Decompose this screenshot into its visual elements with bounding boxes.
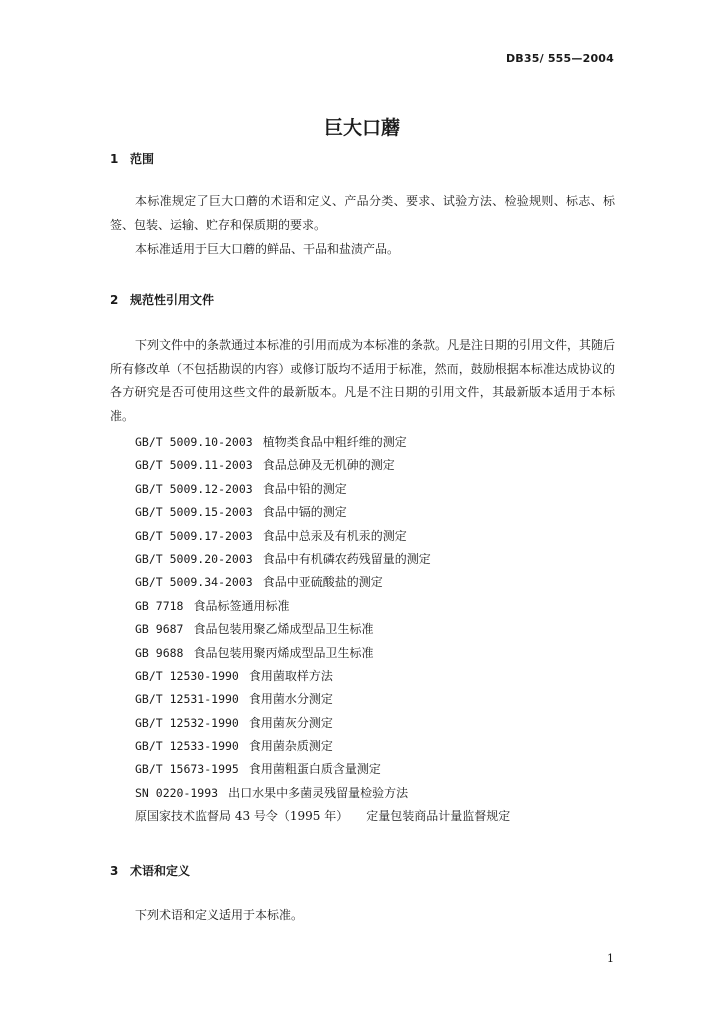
reference-code: GB/T 5009.20-2003 (135, 551, 253, 566)
reference-code: GB/T 5009.15-2003 (135, 505, 253, 520)
reference-code: GB/T 15673-1995 (135, 762, 239, 777)
section-title: 规范性引用文件 (130, 293, 215, 307)
reference-item (135, 501, 510, 524)
reference-title: 定量包装商品计量监督规定 (366, 809, 511, 824)
section-3-paragraph-1: 下列术语和定义适用于本标准。 (135, 908, 304, 922)
reference-title: 食品中总汞及有机汞的测定 (262, 528, 407, 543)
page-number: 1 (607, 952, 614, 965)
reference-title: 食品标签通用标准 (193, 598, 290, 613)
reference-code: GB/T 12530-1990 (135, 668, 239, 683)
reference-item (135, 454, 510, 477)
reference-item (135, 478, 510, 501)
reference-list (135, 431, 510, 829)
reference-title: 食用菌杂质测定 (248, 739, 333, 754)
reference-title: 食用菌灰分测定 (248, 715, 333, 730)
reference-code: GB/T 5009.11-2003 (135, 458, 253, 473)
reference-code: GB 9688 (135, 645, 184, 660)
reference-item (135, 548, 510, 571)
reference-code: GB/T 12531-1990 (135, 692, 239, 707)
reference-title: 食品中有机磷农药残留量的测定 (262, 551, 431, 566)
reference-item (135, 595, 510, 618)
reference-item (135, 758, 510, 781)
section-2-heading (110, 291, 214, 308)
reference-title: 食品包装用聚乙烯成型品卫生标准 (193, 622, 374, 637)
section-3-heading (110, 862, 190, 879)
section-1-heading (110, 150, 154, 167)
section-1-paragraph-2: 本标准适用于巨大口蘑的鲜品、干品和盐渍产品。 (135, 242, 400, 256)
section-title: 术语和定义 (130, 864, 191, 878)
section-number: 3 (110, 864, 119, 878)
reference-item (135, 688, 510, 711)
reference-code: GB 7718 (135, 598, 184, 613)
reference-item (135, 805, 510, 828)
reference-code: SN 0220-1993 (135, 785, 219, 800)
reference-title: 食品中亚硫酸盐的测定 (262, 575, 383, 590)
document-title: 巨大口蘑 (323, 117, 400, 139)
reference-code: GB/T 5009.12-2003 (135, 481, 253, 496)
reference-code: GB/T 5009.10-2003 (135, 435, 253, 449)
reference-title: 植物类食品中粗纤维的测定 (262, 435, 407, 449)
reference-item (135, 525, 510, 548)
section-2-paragraph-1: 下列文件中的条款通过本标准的引用而成为本标准的条款。凡是注日期的引用文件，其随后所有修改单（不包括勘误的内容）或修订版均不适用于标准，然而，鼓励根据本标准达成协议的各方研究是否可使用这些文件的最新版本。凡是不注日期的引用文件，其最新版本适用于本标准。 (110, 338, 616, 423)
reference-title: 食品总砷及无机砷的测定 (262, 458, 395, 473)
reference-title: 食品中镉的测定 (262, 505, 347, 520)
reference-title: 出口水果中多菌灵残留量检验方法 (228, 785, 409, 800)
reference-item (135, 618, 510, 641)
section-number: 1 (110, 152, 119, 166)
reference-code: 原国家技术监督局 43 号令（1995 年） (135, 809, 349, 824)
reference-code: GB 9687 (135, 622, 184, 637)
reference-item (135, 735, 510, 758)
reference-code: GB/T 12533-1990 (135, 739, 239, 754)
reference-title: 食用菌水分测定 (248, 692, 333, 707)
reference-item (135, 431, 510, 454)
reference-title: 食品中铅的测定 (262, 481, 347, 496)
reference-code: GB/T 5009.34-2003 (135, 575, 253, 590)
reference-item (135, 712, 510, 735)
reference-item (135, 665, 510, 688)
reference-code: GB/T 12532-1990 (135, 715, 239, 730)
section-1-paragraph-1: 本标准规定了巨大口蘑的术语和定义、产品分类、要求、试验方法、检验规则、标志、标签、包装、运输、贮存和保质期的要求。 (110, 194, 615, 232)
reference-item (135, 642, 510, 665)
reference-item (135, 571, 510, 594)
reference-title: 食品包装用聚丙烯成型品卫生标准 (193, 645, 374, 660)
section-number: 2 (110, 293, 119, 307)
section-title: 范围 (130, 152, 155, 166)
standard-code: DB35/ 555—2004 (505, 52, 614, 65)
reference-item (135, 782, 510, 805)
reference-code: GB/T 5009.17-2003 (135, 528, 253, 543)
reference-title: 食用菌粗蛋白质含量测定 (248, 762, 381, 777)
reference-title: 食用菌取样方法 (248, 668, 333, 683)
